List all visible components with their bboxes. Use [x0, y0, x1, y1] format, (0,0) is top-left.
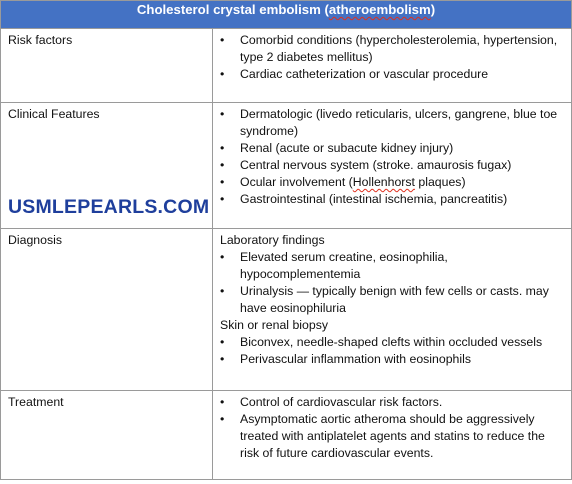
list-item: • Asymptomatic aortic atheroma should be aggressively treated with antiplatelet agents and statins to reduce the risk of future cardiovascular events.: [220, 411, 565, 462]
row-label: Diagnosis: [1, 229, 213, 391]
bullet-list: [220, 32, 565, 83]
ocular-underlined-word: Hollenhorst: [352, 175, 415, 189]
list-item: • Central nervous system (stroke. amaurosis fugax): [220, 157, 565, 174]
list-item: • Elevated serum creatine, eosinophilia, hypocomplementemia: [220, 249, 565, 283]
table-title: [1, 1, 572, 29]
list-item: • Comorbid conditions (hypercholesterolemia, hypertension, type 2 diabetes mellitus): [220, 32, 565, 66]
row-label: Risk factors: [1, 29, 213, 103]
row-label: Treatment: [1, 391, 213, 480]
watermark: USMLEPEARLS.COM: [8, 196, 210, 218]
bullet-list: [220, 394, 565, 462]
row-diagnosis: [1, 229, 572, 391]
ocular-suffix: plaques): [414, 175, 466, 189]
list-item: • Urinalysis — typically benign with few cells or casts. may have eosinophiluria: [220, 283, 565, 317]
list-item: • Perivascular inflammation with eosinophils: [220, 351, 565, 368]
row-content: [213, 391, 572, 480]
bullet-list: [220, 106, 565, 208]
list-item: • Gastrointestinal (intestinal ischemia, pancreatitis): [220, 191, 565, 208]
row-treatment: [1, 391, 572, 480]
row-content: [213, 29, 572, 103]
list-item: • Control of cardiovascular risk factors.: [220, 394, 565, 411]
list-item: • Biconvex, needle-shaped clefts within occluded vessels: [220, 334, 565, 351]
list-item: • Dermatologic (livedo reticularis, ulcers, gangrene, blue toe syndrome): [220, 106, 565, 140]
row-content: [213, 103, 572, 229]
bullet-list: [220, 334, 565, 368]
title-suffix: ): [430, 2, 436, 17]
lab-heading: Laboratory findings: [220, 233, 325, 247]
biopsy-heading: Skin or renal biopsy: [220, 318, 328, 332]
row-risk-factors: [1, 29, 572, 103]
title-underlined-word: atheroembolism: [328, 2, 431, 17]
row-content: [213, 229, 572, 391]
list-item: • Cardiac catheterization or vascular procedure: [220, 66, 565, 83]
row-label: Clinical Features: [1, 103, 213, 229]
title-row: [1, 1, 572, 29]
bullet-list: [220, 249, 565, 317]
title-prefix: Cholesterol crystal embolism (: [136, 2, 329, 17]
list-item: [220, 174, 565, 191]
list-item: • Renal (acute or subacute kidney injury): [220, 140, 565, 157]
ocular-prefix: Ocular involvement (: [240, 175, 353, 189]
